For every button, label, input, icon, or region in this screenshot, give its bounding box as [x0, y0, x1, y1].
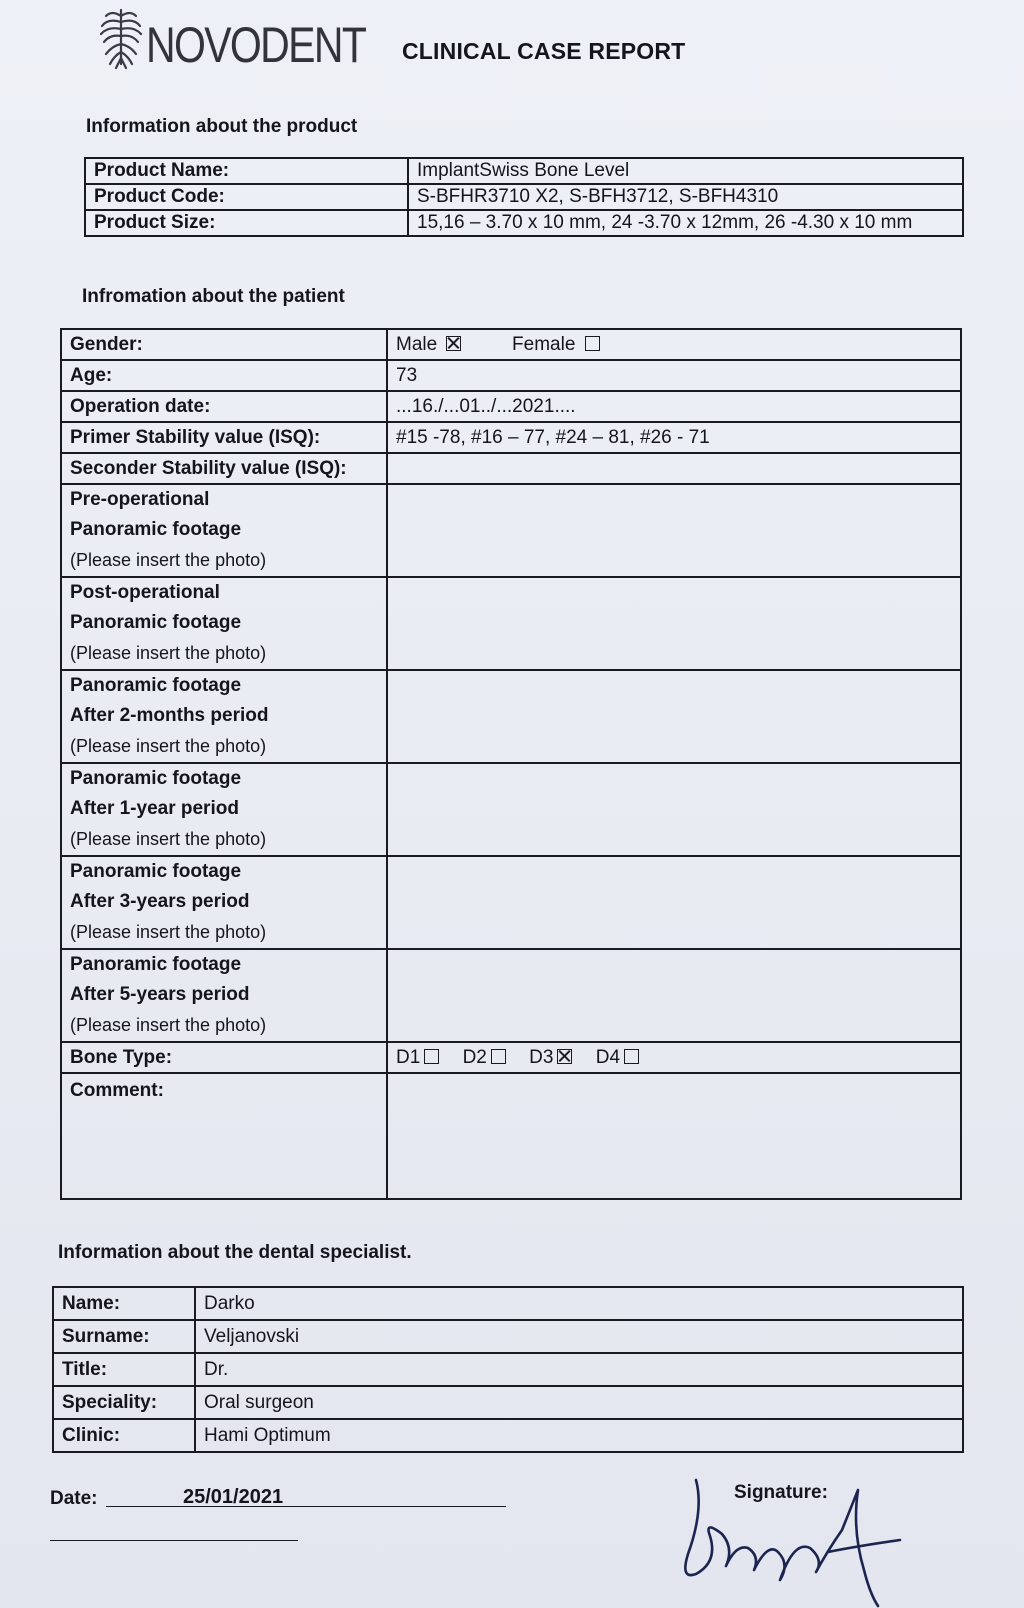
primer-stability-value[interactable]: #15 -78, #16 – 77, #24 – 81, #26 - 71: [387, 422, 961, 453]
operation-date-label: Operation date:: [61, 391, 387, 422]
footage-label: [61, 949, 387, 1042]
photo-slot-post-operational[interactable]: [387, 577, 961, 670]
product-table: [84, 157, 964, 237]
specialist-surname-label: Surname:: [53, 1320, 195, 1353]
footage-label: [61, 670, 387, 763]
specialist-name-value[interactable]: Darko: [195, 1287, 963, 1320]
specialist-speciality-value[interactable]: Oral surgeon: [195, 1386, 963, 1419]
patient-section-title: Infromation about the patient: [82, 286, 345, 307]
date-value[interactable]: 25/01/2021: [183, 1486, 284, 1508]
bone-type-label: Bone Type:: [61, 1042, 387, 1073]
specialist-section-title: Information about the dental specialist.: [58, 1242, 412, 1263]
report-header: [96, 0, 796, 80]
footage-line1: Post-operational: [70, 582, 220, 603]
specialist-clinic-value[interactable]: Hami Optimum: [195, 1419, 963, 1452]
footage-line2: After 2-months period: [70, 705, 269, 726]
product-section-title: Information about the product: [86, 116, 358, 137]
specialist-name-label: Name:: [53, 1287, 195, 1320]
table-row: [61, 949, 961, 1042]
gender-label: Gender:: [61, 329, 387, 360]
product-size-value[interactable]: 15,16 – 3.70 x 10 mm, 24 -3.70 x 12mm, 26 -4.30 x 10 mm: [408, 210, 963, 236]
product-name-value[interactable]: ImplantSwiss Bone Level: [408, 158, 963, 184]
footage-line2: After 5-years period: [70, 984, 250, 1005]
specialist-title-value[interactable]: Dr.: [195, 1353, 963, 1386]
photo-slot-3-years[interactable]: [387, 856, 961, 949]
gender-female-label: Female: [512, 333, 576, 355]
table-row: [61, 763, 961, 856]
seconder-stability-label: Seconder Stability value (ISQ):: [61, 453, 387, 484]
gender-male-label: Male: [396, 333, 438, 355]
specialist-speciality-label: Speciality:: [53, 1386, 195, 1419]
footage-line1: Pre-operational: [70, 489, 210, 510]
table-row: [85, 184, 963, 210]
bone-d3-checkbox[interactable]: [557, 1049, 572, 1064]
table-row: [61, 670, 961, 763]
product-size-label: Product Size:: [85, 210, 408, 236]
tree-logo-icon: [96, 2, 146, 72]
date-label: Date:: [50, 1488, 98, 1509]
bone-d4-checkbox[interactable]: [624, 1049, 639, 1064]
bone-d1-label: D1: [396, 1046, 421, 1068]
bone-d3-label: D3: [529, 1046, 554, 1068]
footage-line2: Panoramic footage: [70, 612, 242, 633]
table-row: [61, 422, 961, 453]
footage-note: (Please insert the photo): [70, 829, 267, 849]
age-label: Age:: [61, 360, 387, 391]
comment-label: Comment:: [61, 1073, 387, 1199]
table-row: [61, 577, 961, 670]
photo-slot-5-years[interactable]: [387, 949, 961, 1042]
footage-line1: Panoramic footage: [70, 954, 242, 975]
handwritten-signature: [678, 1470, 918, 1608]
table-row: [53, 1386, 963, 1419]
table-row: [61, 1042, 961, 1073]
bone-type-options: [387, 1042, 961, 1073]
comment-field[interactable]: [387, 1073, 961, 1199]
operation-date-value[interactable]: ...16./...01../...2021....: [387, 391, 961, 422]
footage-note: (Please insert the photo): [70, 1015, 267, 1035]
bone-d2-checkbox[interactable]: [491, 1049, 506, 1064]
footage-note: (Please insert the photo): [70, 922, 267, 942]
footage-line1: Panoramic footage: [70, 675, 242, 696]
bone-d4-label: D4: [595, 1046, 621, 1068]
specialist-clinic-label: Clinic:: [53, 1419, 195, 1452]
photo-slot-pre-operational[interactable]: [387, 484, 961, 577]
footage-label: [61, 577, 387, 670]
footage-line1: Panoramic footage: [70, 768, 242, 789]
extra-line: [50, 1540, 298, 1541]
seconder-stability-value[interactable]: [387, 453, 961, 484]
product-name-label: Product Name:: [85, 158, 408, 184]
table-row: [61, 856, 961, 949]
footage-label: [61, 484, 387, 577]
table-row: [53, 1419, 963, 1452]
photo-slot-2-months[interactable]: [387, 670, 961, 763]
document-title: CLINICAL CASE REPORT: [402, 38, 686, 64]
table-row: [61, 1073, 961, 1199]
table-row: [61, 453, 961, 484]
footage-label: [61, 763, 387, 856]
footage-line1: Panoramic footage: [70, 861, 242, 882]
table-row: [53, 1320, 963, 1353]
footage-note: (Please insert the photo): [70, 736, 267, 756]
table-row: [85, 210, 963, 236]
gender-male-checkbox[interactable]: [446, 336, 461, 351]
table-row: [61, 329, 961, 360]
footage-line2: Panoramic footage: [70, 519, 242, 540]
table-row: [85, 158, 963, 184]
table-row: [53, 1353, 963, 1386]
footage-label: [61, 856, 387, 949]
gender-female-checkbox[interactable]: [585, 336, 600, 351]
footage-note: (Please insert the photo): [70, 550, 267, 570]
brand-logotype: NOVODENT: [146, 17, 366, 73]
footage-note: (Please insert the photo): [70, 643, 267, 663]
date-line: [106, 1506, 506, 1507]
specialist-surname-value[interactable]: Veljanovski: [195, 1320, 963, 1353]
bone-d1-checkbox[interactable]: [424, 1049, 439, 1064]
bone-d2-label: D2: [462, 1046, 487, 1068]
table-row: [61, 360, 961, 391]
signature-label: Signature:: [734, 1482, 828, 1503]
gender-options: [387, 329, 961, 360]
specialist-title-label: Title:: [53, 1353, 195, 1386]
primer-stability-label: Primer Stability value (ISQ):: [61, 422, 387, 453]
age-value[interactable]: 73: [387, 360, 961, 391]
table-row: [61, 391, 961, 422]
product-code-value[interactable]: S-BFHR3710 X2, S-BFH3712, S-BFH4310: [408, 184, 963, 210]
footage-line2: After 3-years period: [70, 891, 250, 912]
table-row: [61, 484, 961, 577]
specialist-table: [52, 1286, 964, 1453]
product-code-label: Product Code:: [85, 184, 408, 210]
footage-line2: After 1-year period: [70, 798, 239, 819]
table-row: [53, 1287, 963, 1320]
photo-slot-1-year[interactable]: [387, 763, 961, 856]
patient-table: [60, 328, 962, 1200]
